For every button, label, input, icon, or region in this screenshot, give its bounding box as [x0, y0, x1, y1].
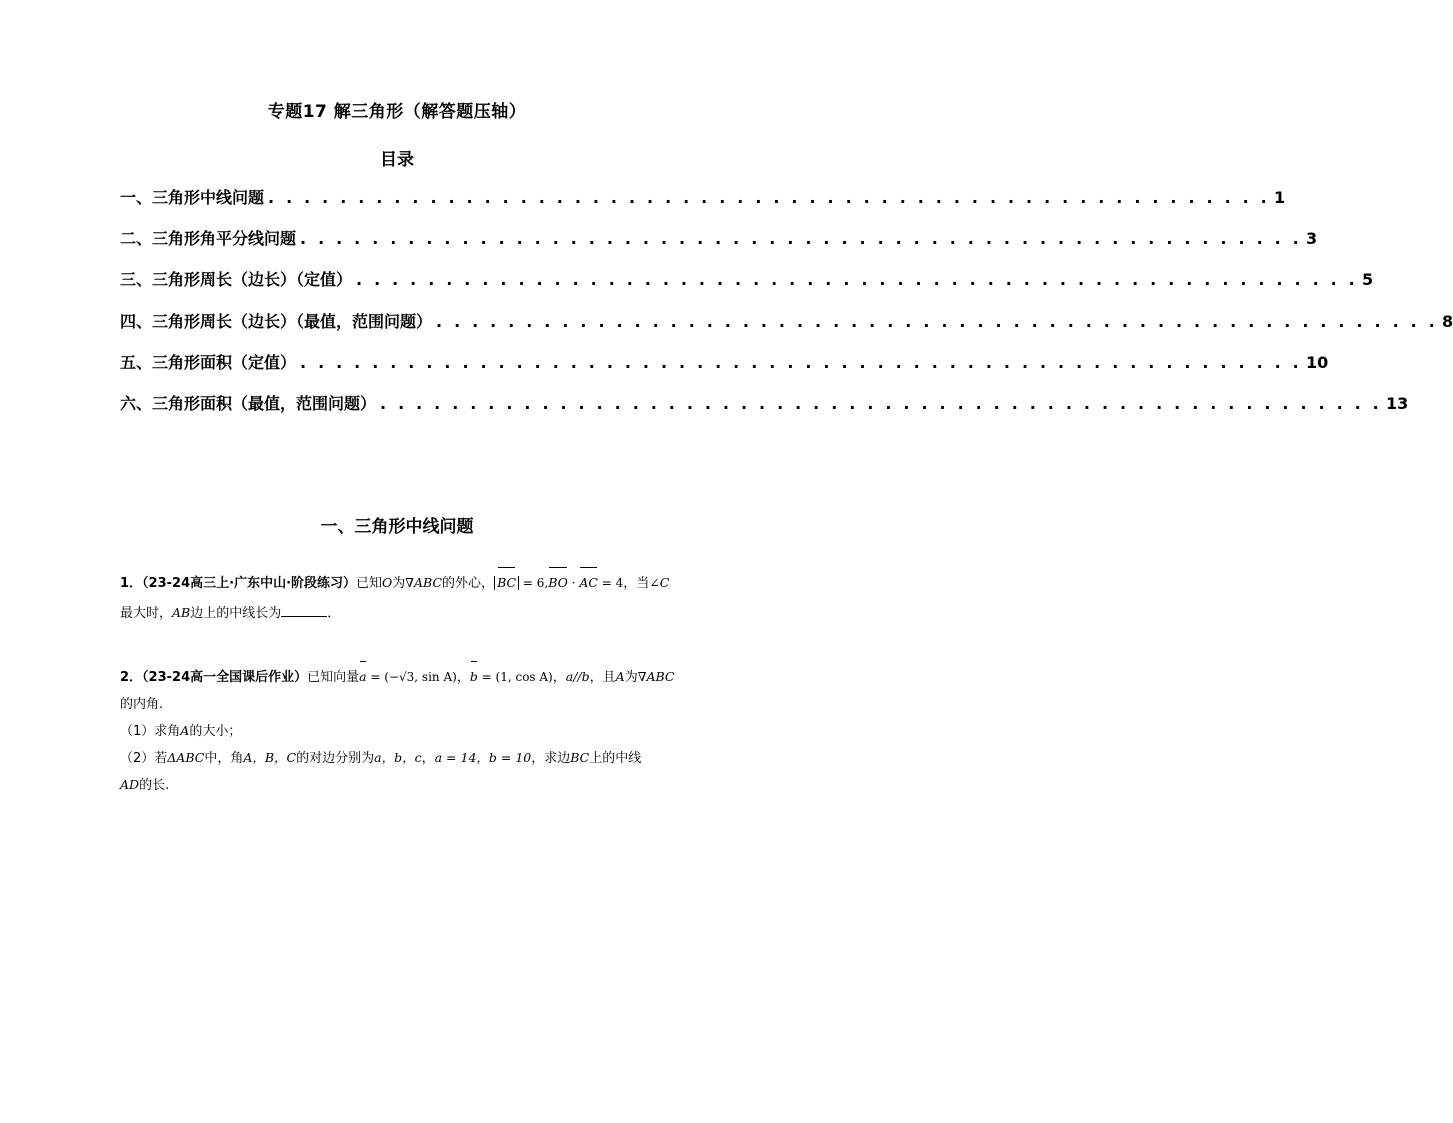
math-segment: AD — [120, 777, 140, 792]
toc-item-label: 二、三角形角平分线问题 — [120, 229, 297, 249]
math-vector: a — [359, 662, 366, 691]
table-of-contents — [120, 185, 1453, 432]
math-triangle: ΔABC — [167, 750, 205, 765]
problem-2-line-2 — [120, 692, 680, 718]
problem-source: （23-24高一全国课后作业） — [142, 670, 308, 685]
problem-text: ，当 — [623, 576, 650, 591]
problem-text: （2）若 — [120, 751, 168, 766]
toc-item[interactable] — [120, 267, 1374, 308]
problem-text: 边上的中线长为 — [190, 606, 282, 621]
problem-2-line-1 — [120, 662, 680, 692]
math-expr: A，B，C — [243, 750, 297, 765]
problem-text: 为 — [624, 670, 638, 685]
toc-item-page: 8 — [1441, 311, 1453, 331]
problem-text: ， — [552, 670, 566, 685]
problem-number: 1． — [120, 576, 143, 591]
answer-blank[interactable] — [281, 602, 327, 617]
problem-text: 的对边分别为 — [296, 751, 375, 766]
math-var: A — [615, 669, 625, 684]
toc-leader-dots: . . . . . . . . . . . . . . . . . . . . . . . . . . . . . . . . . . . . . . . . . . . . . . . . . . . . . . . . — [380, 393, 1382, 413]
math-var: A — [180, 723, 190, 738]
math-vector: b — [470, 662, 478, 691]
problem-text: 的长. — [139, 778, 170, 793]
math-segment: AB — [172, 605, 191, 620]
toc-item-label: 五、三角形面积（定值） — [120, 352, 297, 372]
problem-1-line-1 — [120, 568, 680, 598]
toc-item-label: 一、三角形中线问题 — [120, 188, 265, 207]
math-expr: a//b — [565, 669, 590, 684]
math-expr: · — [567, 576, 580, 590]
problem-number: 2． — [120, 670, 143, 685]
math-expr: a = 14，b = 10 — [434, 750, 532, 765]
math-vector: BC — [497, 568, 516, 597]
problem-text: 的外心， — [442, 576, 495, 591]
math-triangle: ∇ABC — [405, 575, 443, 590]
toc-item-page: 3 — [1305, 229, 1318, 249]
math-expr: = 4 — [597, 576, 624, 590]
toc-item[interactable] — [120, 226, 1318, 267]
math-angle: ∠C — [649, 575, 670, 590]
problem-2-question-2 — [120, 745, 680, 772]
problem-2-question-1 — [120, 718, 680, 745]
toc-item[interactable] — [120, 350, 1329, 391]
problem-text: 为 — [392, 576, 406, 591]
toc-item-label: 四、三角形周长（边长）（最值，范围问题） — [120, 311, 433, 331]
problem-1-line-2 — [120, 598, 680, 628]
problem-text: 的内角. — [120, 697, 164, 712]
problem-text: 已知向量 — [307, 670, 360, 685]
problem-text: ． — [327, 606, 341, 621]
toc-leader-dots: . . . . . . . . . . . . . . . . . . . . . . . . . . . . . . . . . . . . . . . . . . . . . . . . . . . . . . . . — [436, 311, 1438, 331]
math-vector: AC — [579, 568, 598, 597]
toc-leader-dots: . . . . . . . . . . . . . . . . . . . . . . . . . . . . . . . . . . . . . . . . . . . . . . . . . . . . . . . . — [356, 270, 1358, 290]
toc-item[interactable] — [120, 309, 1453, 350]
problem-text: 上的中线 — [589, 751, 642, 766]
math-segment: BC — [570, 750, 590, 765]
toc-item-page: 10 — [1305, 352, 1329, 372]
math-var: O — [382, 575, 393, 590]
problem-source: （23-24高三上·广东中山·阶段练习） — [142, 576, 357, 591]
problem-1 — [120, 568, 680, 628]
math-expr: = (−√3, sin A) — [366, 670, 457, 684]
problem-2 — [120, 662, 680, 799]
problem-text: 最大时， — [120, 606, 173, 621]
problem-text: ，求边 — [531, 751, 571, 766]
toc-item-page: 1 — [1273, 188, 1286, 207]
problem-text: ， — [456, 670, 470, 685]
toc-leader-dots: . . . . . . . . . . . . . . . . . . . . . . . . . . . . . . . . . . . . . . . . . . . . . . . . . . . . . . . . — [300, 352, 1302, 372]
problem-2-question-2-cont — [120, 772, 680, 799]
problem-text: （1）求角 — [120, 724, 181, 739]
document-title: 专题17 解三角形（解答题压轴） — [267, 102, 527, 122]
toc-item-label: 三、三角形周长（边长）（定值） — [120, 270, 353, 290]
math-triangle: ∇ABC — [637, 669, 675, 684]
problem-text: ，且 — [589, 670, 616, 685]
toc-item-label: 六、三角形面积（最值，范围问题） — [120, 393, 377, 413]
math-vector: BO — [548, 568, 568, 597]
problem-text: 已知 — [356, 576, 383, 591]
toc-leader-dots: . . . . . . . . . . . . . . . . . . . . . . . . . . . . . . . . . . . . . . . . . . . . . . . . . . . . . . . . — [300, 229, 1302, 249]
toc-item-page: 13 — [1385, 393, 1409, 413]
toc-item[interactable] — [120, 185, 1286, 226]
math-abs-vector — [494, 576, 519, 590]
problem-text: ， — [421, 751, 435, 766]
problem-text: 中，角 — [204, 751, 244, 766]
toc-heading: 目录 — [380, 150, 414, 170]
toc-leader-dots: . . . . . . . . . . . . . . . . . . . . . . . . . . . . . . . . . . . . . . . . . . . . . . . . . . . . . . . . — [268, 188, 1270, 207]
toc-item[interactable] — [120, 391, 1409, 432]
section-heading: 一、三角形中线问题 — [320, 517, 474, 537]
math-expr: = (1, cos A) — [477, 670, 553, 684]
problem-text: 的大小； — [189, 724, 242, 739]
math-expr: a，b，c — [374, 750, 422, 765]
toc-item-page: 5 — [1361, 270, 1374, 290]
math-expr: = 6, — [519, 576, 549, 590]
